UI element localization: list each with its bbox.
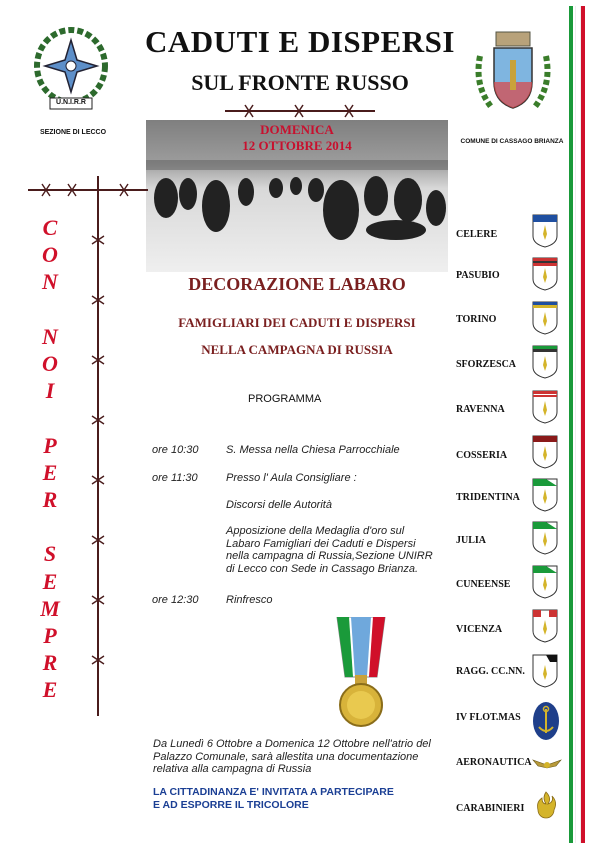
program-time: ore 11:30 bbox=[152, 472, 198, 484]
program-text: Presso l' Aula Consigliare : bbox=[226, 472, 357, 484]
division-label: IV FLOT.MAS bbox=[456, 712, 521, 723]
coat-of-arms bbox=[470, 26, 556, 122]
program-text: Apposizione della Medaglia d'oro sul Labaro Famigliari dei Caduti e Dispersi nella campagna di Russia,Sezione UNIRR di Lecco con Sede in Cassago Brianza. bbox=[226, 525, 433, 575]
division-label: COSSERIA bbox=[456, 450, 508, 461]
slogan-letter: O bbox=[42, 242, 58, 268]
gold-medal-icon bbox=[333, 617, 389, 729]
slogan-letter: I bbox=[45, 378, 55, 404]
division-label: CARABINIERI bbox=[456, 803, 525, 814]
right-caption: COMUNE DI CASSAGO BRIANZA bbox=[460, 138, 564, 145]
slogan-letter: E bbox=[42, 677, 58, 703]
slogan-letter: E bbox=[42, 459, 58, 485]
coat-of-arms-icon bbox=[470, 26, 556, 122]
invite-line-2: E AD ESPORRE IL TRICOLORE bbox=[153, 799, 309, 811]
tridentina-shield-icon bbox=[532, 478, 558, 512]
division-label: SFORZESCA bbox=[456, 359, 517, 370]
julia-shield-icon bbox=[532, 521, 558, 555]
invite-line-1: LA CITTADINANZA E' INVITATA A PARTECIPARE bbox=[153, 786, 394, 798]
barbed-wire-top bbox=[225, 104, 375, 118]
slogan-gap bbox=[36, 513, 64, 540]
side-slogan bbox=[36, 214, 64, 704]
page-title: CADUTI E DISPERSI bbox=[145, 24, 455, 59]
exhibition-notice: Da Lunedì 6 Ottobre a Domenica 12 Ottobre nell'atrio del Palazzo Comunale, sarà allestita una documentazione relativa alla campagna di Russia bbox=[153, 738, 431, 775]
ravenna-shield-icon bbox=[532, 390, 558, 424]
program-title: PROGRAMMA bbox=[248, 393, 322, 405]
division-label: PASUBIO bbox=[456, 270, 500, 281]
slogan-letter: M bbox=[40, 595, 60, 621]
historic-photo bbox=[146, 120, 448, 272]
slogan-letter: P bbox=[43, 432, 57, 458]
slogan-letter: N bbox=[42, 269, 58, 295]
ragg-ccnn-shield-icon bbox=[532, 654, 558, 688]
slogan-letter: O bbox=[42, 351, 58, 377]
carabinieri-flame-icon bbox=[532, 790, 560, 820]
division-label: CELERE bbox=[456, 229, 498, 240]
main-heading: DECORAZIONE LABARO bbox=[188, 274, 406, 294]
unirr-label: U.N.I.R.R bbox=[56, 99, 86, 106]
division-label: AERONAUTICA bbox=[456, 757, 532, 768]
pasubio-shield-icon bbox=[532, 257, 558, 291]
flag-stripe-green bbox=[569, 6, 573, 843]
program-text: Discorsi delle Autorità bbox=[226, 499, 332, 511]
flag-stripe-red bbox=[581, 6, 585, 843]
slogan-letter: E bbox=[42, 568, 58, 594]
slogan-gap bbox=[36, 296, 64, 323]
program-text: S. Messa nella Chiesa Parrocchiale bbox=[226, 444, 400, 456]
slogan-letter: S bbox=[43, 541, 57, 567]
event-day: DOMENICA bbox=[260, 122, 334, 137]
cuneense-shield-icon bbox=[532, 565, 558, 599]
celere-shield-icon bbox=[532, 214, 558, 248]
division-label: JULIA bbox=[456, 535, 487, 546]
main-subheading-2: NELLA CAMPAGNA DI RUSSIA bbox=[201, 342, 393, 357]
unirr-logo bbox=[30, 26, 112, 112]
slogan-letter: R bbox=[42, 650, 58, 676]
page-subtitle: SUL FRONTE RUSSO bbox=[191, 70, 409, 95]
main-subheading-1: FAMIGLIARI DEI CADUTI E DISPERSI bbox=[178, 315, 416, 330]
slogan-letter: P bbox=[43, 623, 57, 649]
division-label: TORINO bbox=[456, 314, 497, 325]
slogan-letter: R bbox=[42, 487, 58, 513]
event-date: 12 OTTOBRE 2014 bbox=[242, 138, 352, 153]
program-time: ore 12:30 bbox=[152, 594, 199, 606]
slogan-gap bbox=[36, 404, 64, 431]
division-label: RAVENNA bbox=[456, 404, 505, 415]
slogan-letter: N bbox=[42, 323, 58, 349]
program-text: Rinfresco bbox=[226, 594, 273, 606]
cosseria-shield-icon bbox=[532, 435, 558, 469]
anchor-badge-icon bbox=[532, 701, 560, 741]
aeronautica-wings-icon bbox=[532, 757, 562, 773]
program-time: ore 10:30 bbox=[152, 444, 199, 456]
division-label: TRIDENTINA bbox=[456, 492, 520, 503]
division-label: CUNEENSE bbox=[456, 579, 511, 590]
left-caption: SEZIONE DI LECCO bbox=[39, 129, 107, 136]
division-label: RAGG. CC.NN. bbox=[456, 666, 525, 677]
division-label: VICENZA bbox=[456, 624, 503, 635]
torino-shield-icon bbox=[532, 301, 558, 335]
slogan-letter: C bbox=[42, 215, 58, 240]
sforzesca-shield-icon bbox=[532, 345, 558, 379]
vicenza-shield-icon bbox=[532, 609, 558, 643]
